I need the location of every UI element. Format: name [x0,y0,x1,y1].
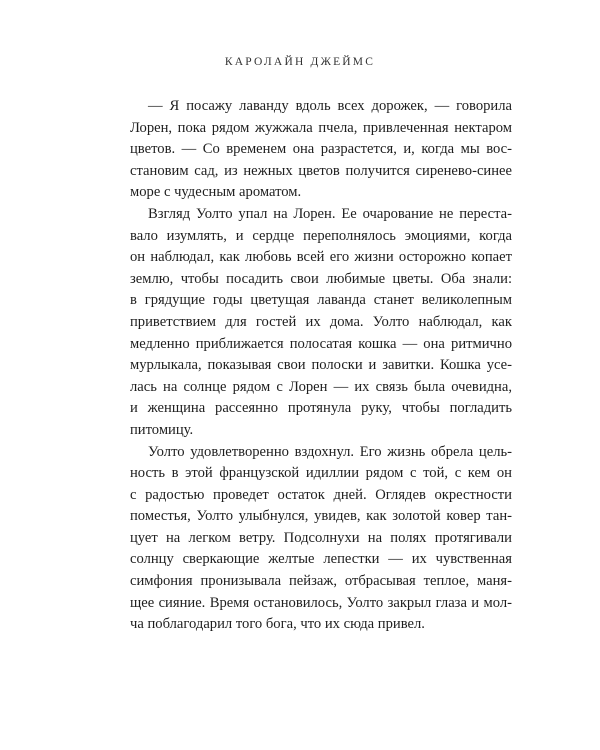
text-line: приветствием для гостей их дома. Уолто наблюдал, как [130,313,512,330]
text-line: мурлыкала, показывая свои полоски и завитки. Кошка усе- [130,357,512,374]
text-line: с радостью проведет остаток дней. Оглядев окрестности [130,486,512,503]
text-line: Лорен, пока рядом жужжала пчела, привлеченная нектаром [130,119,512,136]
text-line: Уолто удовлетворенно вздохнул. Его жизнь обрела цель- [148,443,512,460]
text-line: солнцу сверкающие желтые лепестки — их чувственная [130,551,512,568]
text-line: симфония пронизывала пейзаж, отбрасывая теплое, маня- [130,573,512,590]
text-line: землю, чтобы посадить свои любимые цветы. Оба знали: [130,270,512,287]
running-head: КАРОЛАЙН ДЖЕЙМС [224,56,376,68]
text-line: и женщина рассеянно протянула руку, чтобы погладить [130,400,512,417]
text-line: становим сад, из нежных цветов получится сиреневo-синее [130,162,512,179]
text-line: вало изумлять, и сердце переполнялось эмоциями, когда [130,227,512,244]
paragraph-2 [130,204,512,442]
text-line: он наблюдал, как любовь всей его жизни осторожно копает [130,249,512,266]
text-line: питомицу. [130,421,194,438]
paragraph-3 [130,442,512,636]
text-line: в грядущие годы цветущая лаванда станет великолепным [130,292,512,309]
text-line: лась на солнце рядом с Лорен — их связь была очевидна, [130,378,512,395]
text-line: медленно приближается полосатая кошка — она ритмично [130,335,512,352]
paragraph-1 [130,96,512,204]
text-line: ча поблагодарил того бога, что их сюда привел. [130,616,425,633]
text-line: ность в этой французской идиллии рядом с той, с кем он [130,465,512,482]
text-line: поместья, Уолто улыбнулся, увидев, как золотой ковер тан- [130,508,512,525]
text-line: — Я посажу лаванду вдоль всех дорожек, — говорила [148,98,512,114]
text-line: щее сияние. Время остановилось, Уолто закрыл глаза и мол- [130,594,512,611]
text-line: цует на легком ветру. Подсолнухи на полях протягивали [130,529,512,546]
text-line: Взгляд Уолто упал на Лорен. Ее очарование не переста- [148,205,512,222]
text-line: море с чудесным ароматом. [130,184,302,201]
text-line: цветов. — Со временем она разрастется, и, когда мы вос- [130,141,512,158]
body-text [130,96,512,636]
